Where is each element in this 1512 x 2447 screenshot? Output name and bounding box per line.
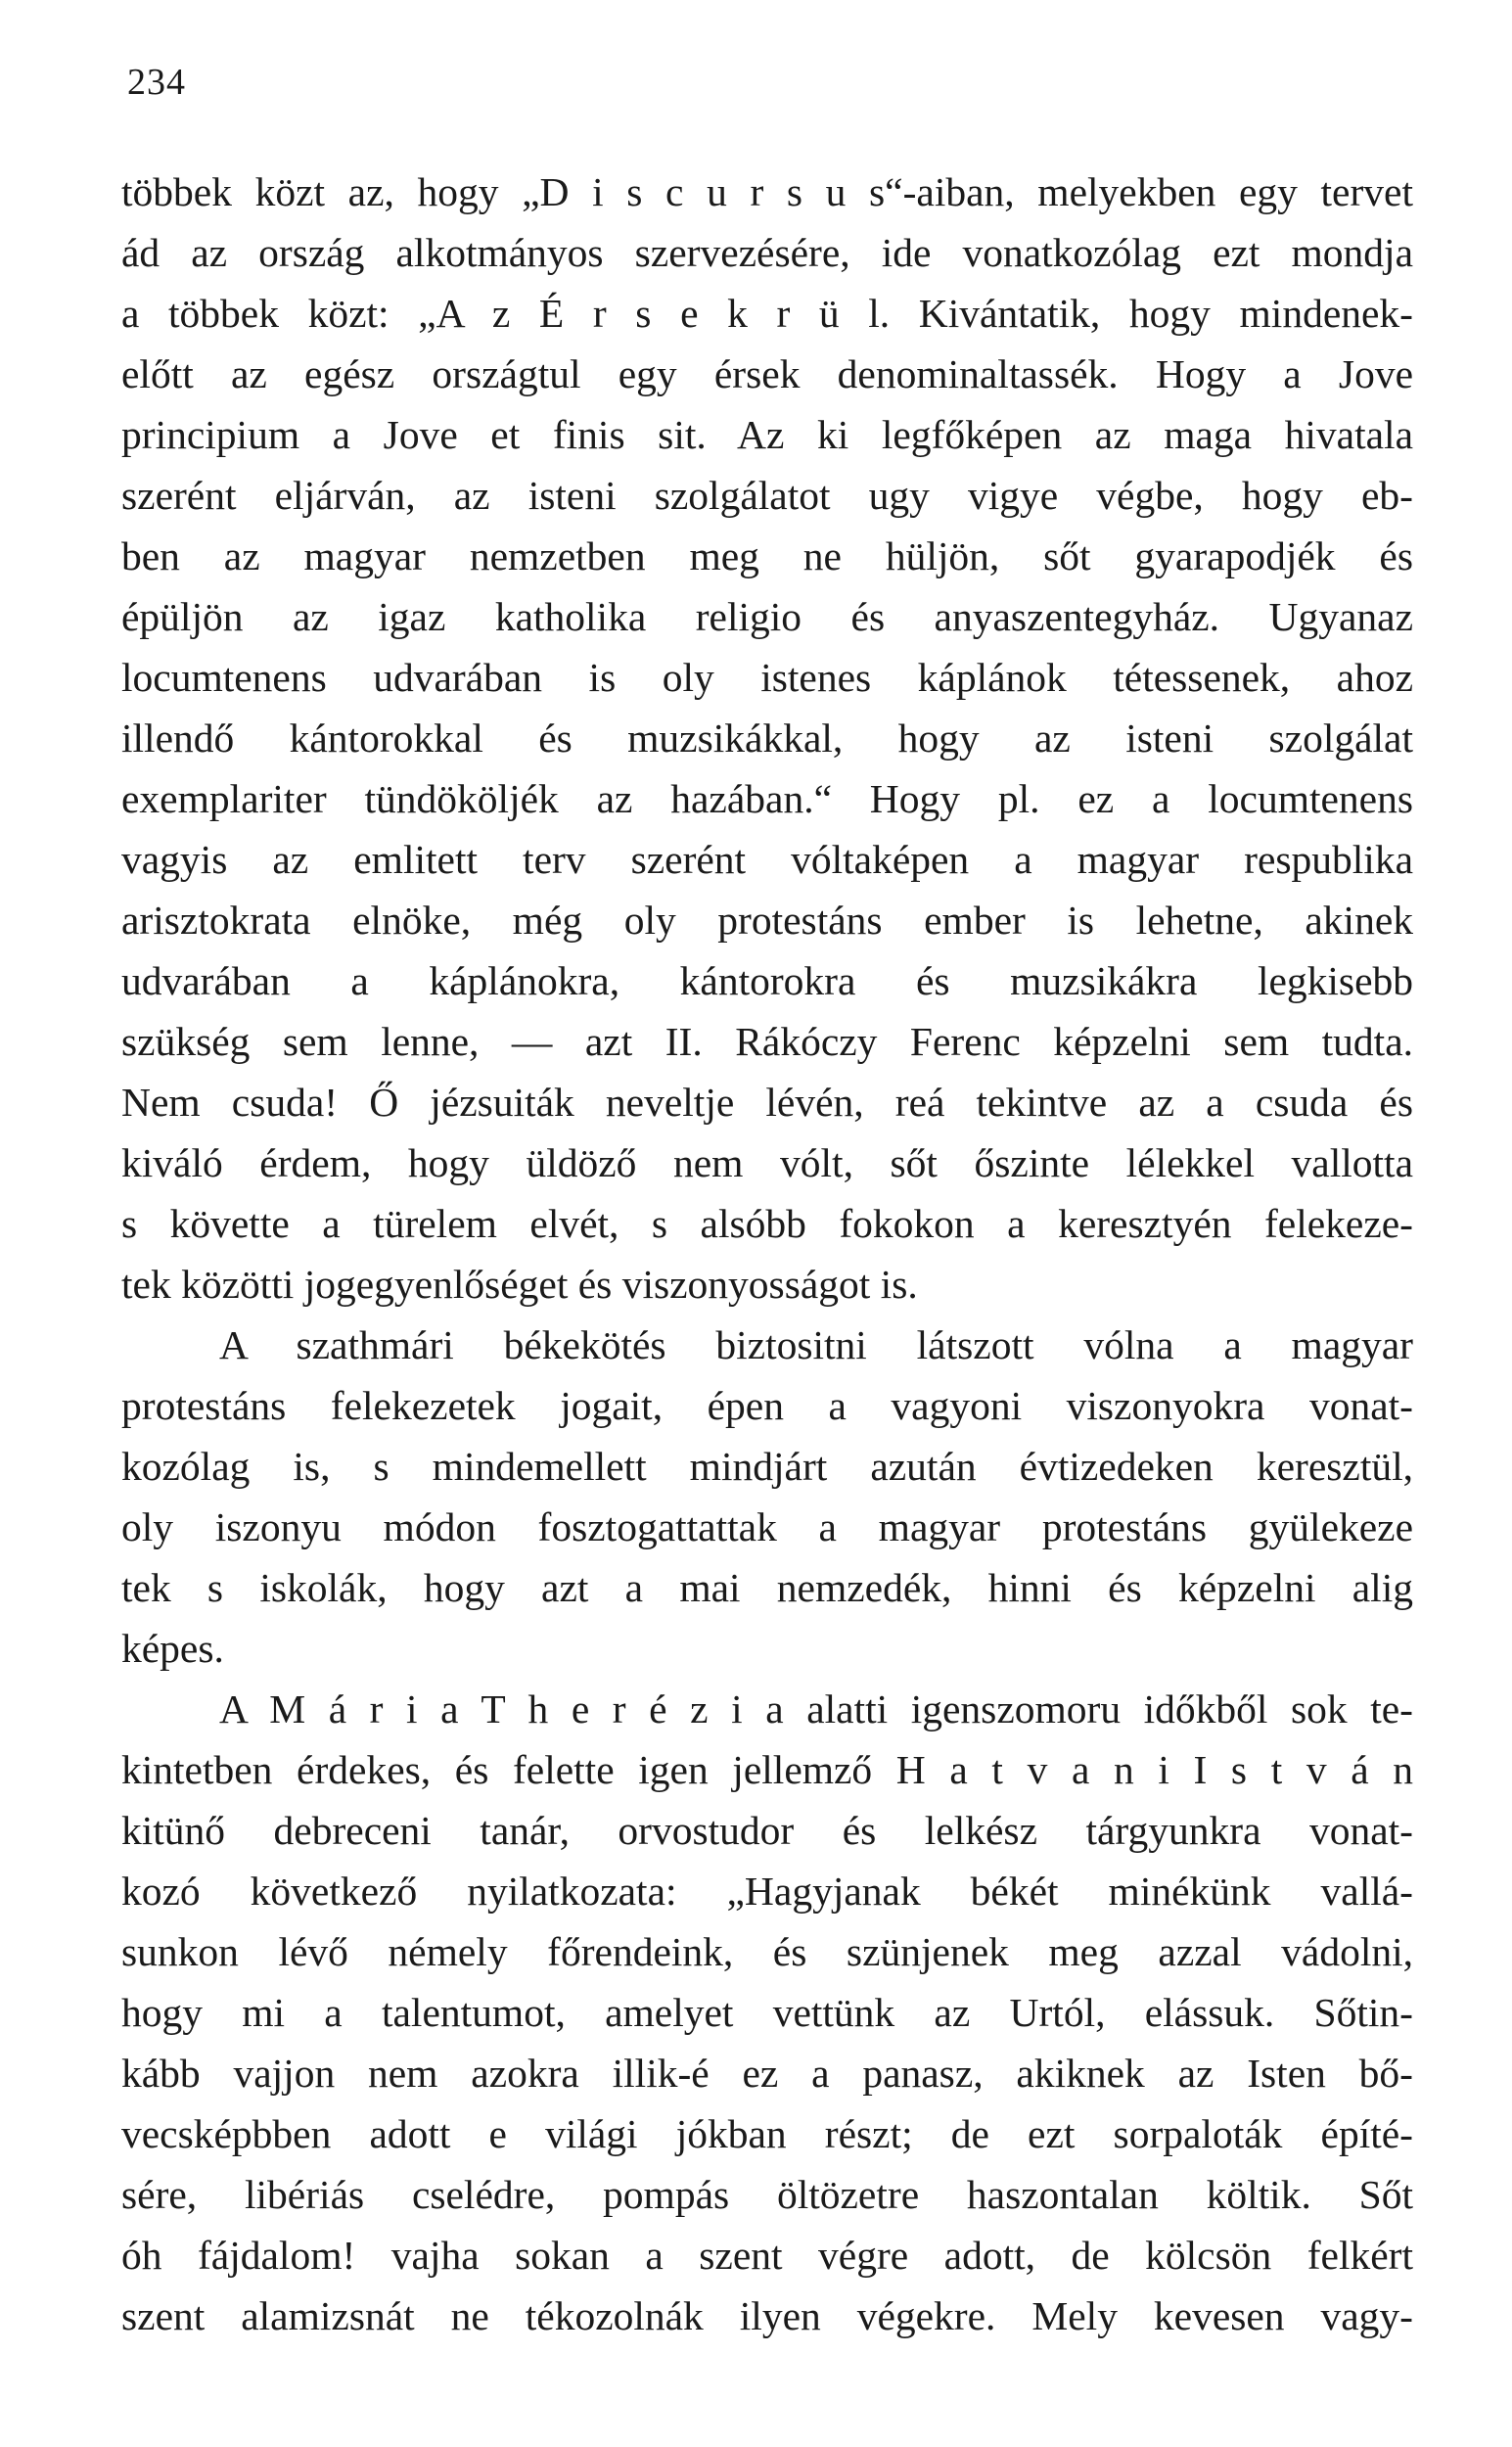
text-line: előtt az egész országtul egy érsek denominaltassék. Hogy a Jove xyxy=(121,351,1413,396)
text-line: principium a Jove et finis sit. Az ki legfőképen az maga hivatala xyxy=(121,412,1413,457)
text-line: vecsképbben adott e világi jókban részt; de ezt sorpaloták építé- xyxy=(121,2111,1413,2156)
text-line: vagyis az emlitett terv szerént vóltaképen a magyar respublika xyxy=(121,837,1413,882)
text-line: kozó következő nyilatkozata: „Hagyjanak békét minékünk vallá- xyxy=(121,1869,1413,1914)
text-line: Nem csuda! Ő jézsuiták neveltje lévén, reá tekintve az a csuda és xyxy=(121,1080,1413,1125)
text-line: protestáns felekezetek jogait, épen a vagyoni viszonyokra vonat- xyxy=(121,1383,1413,1428)
text-line: óh fájdalom! vajha sokan a szent végre adott, de kölcsön felkért xyxy=(121,2233,1413,2278)
text-line: kitünő debreceni tanár, orvostudor és lelkész tárgyunkra vonat- xyxy=(121,1808,1413,1853)
text-line: többek közt az, hogy „D i s c u r s u s“-aiban, melyekben egy tervet xyxy=(121,169,1413,214)
paragraph-first-line: A M á r i a T h e r é z i a alatti igenszomoru időkből sok te- xyxy=(219,1686,1413,1731)
text-line: oly iszonyu módon fosztogattattak a magyar protestáns gyülekeze xyxy=(121,1504,1413,1549)
text-line: épüljön az igaz katholika religio és anyaszentegyház. Ugyanaz xyxy=(121,594,1413,639)
paragraph-first-line: A szathmári békekötés biztositni látszott vólna a magyar xyxy=(219,1322,1413,1367)
text-line: szükség sem lenne, — azt II. Rákóczy Ferenc képzelni sem tudta. xyxy=(121,1019,1413,1064)
text-line: képes. xyxy=(121,1626,224,1671)
body-text xyxy=(121,162,1413,2346)
text-line: sére, libériás cselédre, pompás öltözetre haszontalan költik. Sőt xyxy=(121,2172,1413,2217)
text-line: a többek közt: „A z É r s e k r ü l. Kivántatik, hogy mindenek- xyxy=(121,291,1413,336)
text-line: szerént eljárván, az isteni szolgálatot ugy vigye végbe, hogy eb- xyxy=(121,473,1413,518)
page-number: 234 xyxy=(127,62,186,103)
text-line: exemplariter tündököljék az hazában.“ Hogy pl. ez a locumtenens xyxy=(121,776,1413,821)
text-line: illendő kántorokkal és muzsikákkal, hogy az isteni szolgálat xyxy=(121,716,1413,761)
text-line: hogy mi a talentumot, amelyet vettünk az Urtól, elássuk. Sőtin- xyxy=(121,1990,1413,2035)
text-line: ben az magyar nemzetben meg ne hüljön, sőt gyarapodjék és xyxy=(121,533,1413,578)
text-line: kiváló érdem, hogy üldöző nem vólt, sőt őszinte lélekkel vallotta xyxy=(121,1140,1413,1185)
text-line: ád az ország alkotmányos szervezésére, ide vonatkozólag ezt mondja xyxy=(121,230,1413,275)
text-line: kább vajjon nem azokra illik-é ez a panasz, akiknek az Isten bő- xyxy=(121,2051,1413,2096)
text-line: tek közötti jogegyenlőséget és viszonyosságot is. xyxy=(121,1262,918,1307)
text-line: arisztokrata elnöke, még oly protestáns ember is lehetne, akinek xyxy=(121,898,1413,943)
text-line: kozólag is, s mindemellett mindjárt azután évtizedeken keresztül, xyxy=(121,1444,1413,1489)
text-line: kintetben érdekes, és felette igen jellemző H a t v a n i I s t v á n xyxy=(121,1747,1413,1792)
text-line: s követte a türelem elvét, s alsóbb fokokon a keresztyén felekeze- xyxy=(121,1201,1413,1246)
text-line: tek s iskolák, hogy azt a mai nemzedék, hinni és képzelni alig xyxy=(121,1565,1413,1610)
text-line: locumtenens udvarában is oly istenes káplánok tétessenek, ahoz xyxy=(121,655,1413,700)
text-line: sunkon lévő némely főrendeink, és szünjenek meg azzal vádolni, xyxy=(121,1929,1413,1974)
text-line: udvarában a káplánokra, kántorokra és muzsikákra legkisebb xyxy=(121,958,1413,1003)
text-line: szent alamizsnát ne tékozolnák ilyen végekre. Mely kevesen vagy- xyxy=(121,2293,1413,2338)
